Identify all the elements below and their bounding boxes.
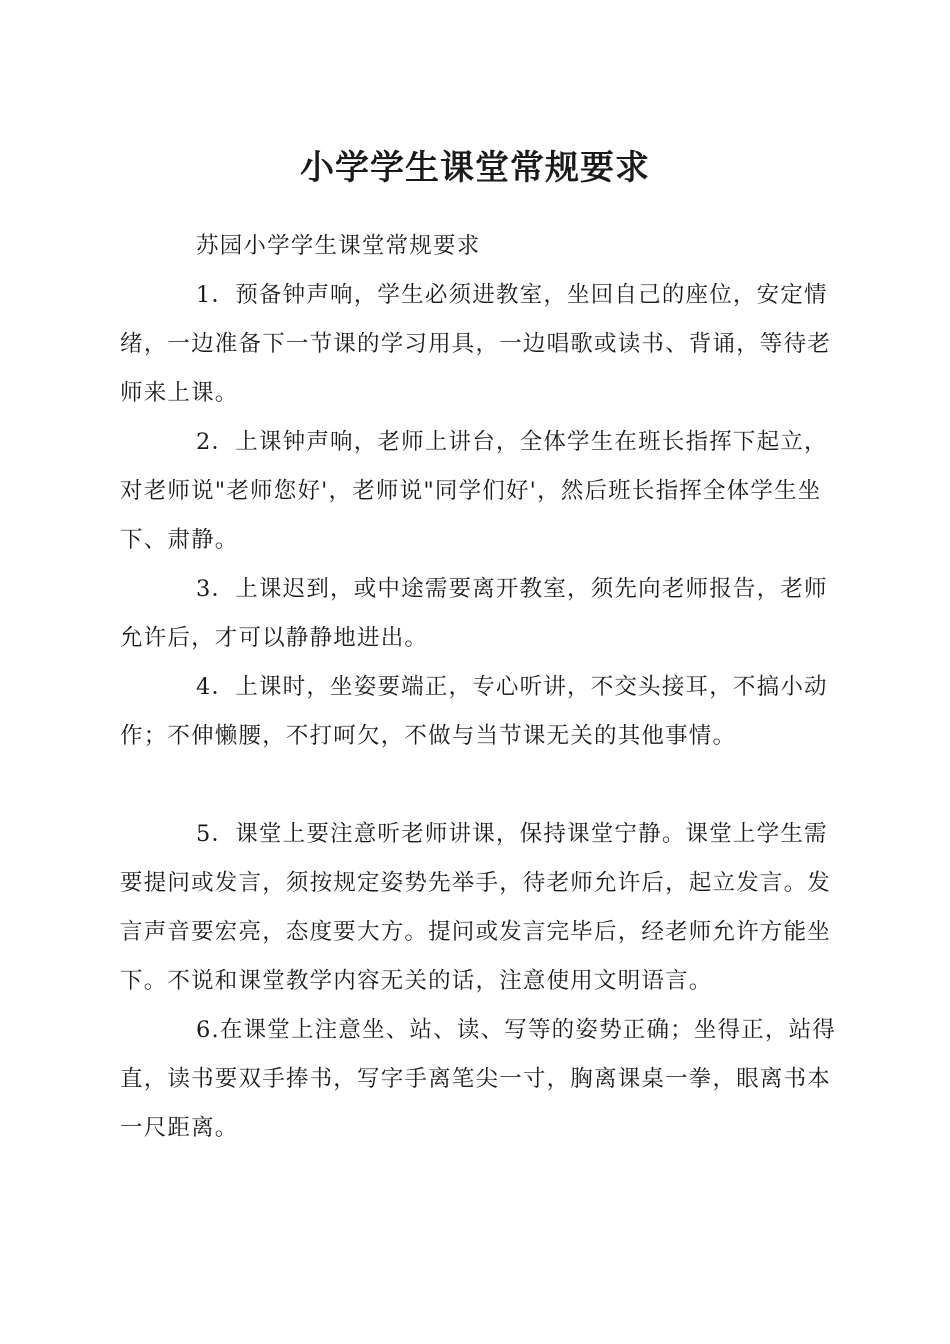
- rule-paragraph-3: 3．上课迟到，或中途需要离开教室，须先向老师报告，老师允许后，才可以静静地进出。: [120, 576, 828, 651]
- subtitle-paragraph: 苏园小学学生课堂常规要求: [196, 233, 481, 259]
- rule-paragraph-6: 6.在课堂上注意坐、站、读、写等的姿势正确；坐得正，站得直，读书要双手捧书，写字手离笔尖一寸，胸离课桌一拳，眼离书本一尺距离。: [120, 1017, 837, 1141]
- rule-paragraph-1: 1．预备钟声响，学生必须进教室，坐回自己的座位，安定情绪，一边准备下一节课的学习用具，一边唱歌或读书、背诵，等待老师来上课。: [120, 282, 832, 406]
- rule-paragraph-4: 4．上课时，坐姿要端正，专心听讲，不交头接耳，不搞小动作；不伸懒腰，不打呵欠，不做与当节课无关的其他事情。: [120, 674, 828, 749]
- document-title: 小学学生课堂常规要求: [300, 148, 650, 188]
- rule-paragraph-2: 2．上课钟声响，老师上讲台，全体学生在班长指挥下起立，对老师说"老师您好'，老师说"同学们好'，然后班长指挥全体学生坐下、肃静。: [120, 429, 828, 553]
- document-body: [120, 222, 845, 1153]
- rule-paragraph-5: 5．课堂上要注意听老师讲课，保持课堂宁静。课堂上学生需要提问或发言，须按规定姿势先举手，待老师允许后，起立发言。发言声音要宏亮，态度要大方。提问或发言完毕后，经老师允许方能坐下。不说和课堂教学内容无关的话，注意使用文明语言。: [120, 821, 832, 994]
